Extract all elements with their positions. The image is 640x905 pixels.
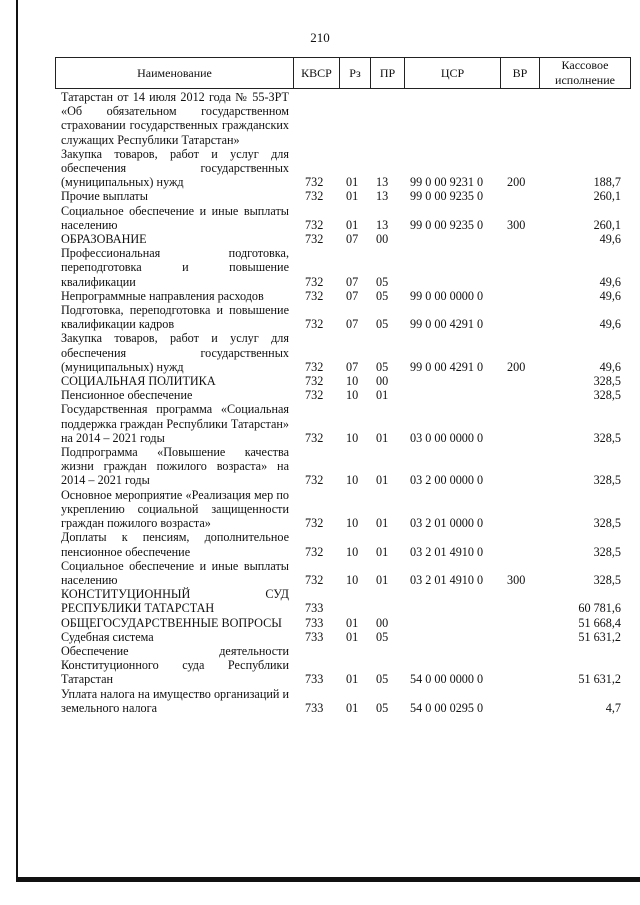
- row-name: Уплата налога на имущество организаций и земельного налога: [61, 686, 289, 715]
- row-rz: 10: [346, 388, 359, 403]
- table-row: [0, 232, 640, 246]
- row-kvsr: 732: [305, 175, 324, 190]
- table-row: [0, 246, 640, 289]
- row-pr: 01: [376, 516, 389, 531]
- row-kvsr: 733: [305, 615, 324, 630]
- row-rz: 10: [346, 374, 359, 389]
- row-rz: 10: [346, 430, 359, 445]
- row-csr: 99 0 00 9235 0: [410, 217, 484, 232]
- row-kvsr: 732: [305, 288, 324, 303]
- row-csr: 03 2 00 0000 0: [410, 473, 484, 488]
- row-pr: 01: [376, 430, 389, 445]
- table-body: [0, 90, 640, 715]
- scan-bottom-border: [16, 877, 640, 882]
- row-kvsr: 732: [305, 217, 324, 232]
- row-kvsr: 733: [305, 601, 324, 616]
- row-pr: 01: [376, 544, 389, 559]
- row-name: Судебная система: [61, 629, 154, 644]
- table-row: [0, 303, 640, 331]
- row-execution: 328,5: [593, 544, 621, 559]
- row-name: ОБРАЗОВАНИЕ: [61, 232, 147, 247]
- row-kvsr: 733: [305, 700, 324, 715]
- table-row: [0, 559, 640, 587]
- row-pr: 00: [376, 232, 389, 247]
- row-name: Социальное обеспечение и иные выплаты населению: [61, 558, 289, 587]
- row-kvsr: 732: [305, 572, 324, 587]
- header-vr: ВР: [501, 58, 540, 88]
- row-rz: 01: [346, 175, 359, 190]
- row-rz: 01: [346, 672, 359, 687]
- row-kvsr: 732: [305, 232, 324, 247]
- row-csr: 99 0 00 0000 0: [410, 288, 484, 303]
- row-pr: 05: [376, 317, 389, 332]
- row-pr: 05: [376, 359, 389, 374]
- row-rz: 07: [346, 232, 359, 247]
- row-name: Государственная программа «Социальная поддержка граждан Республики Татарстан» на 2014 – 2021 годы: [61, 402, 289, 445]
- table-row: [0, 630, 640, 644]
- row-execution: 328,5: [593, 473, 621, 488]
- row-name: Закупка товаров, работ и услуг для обеспечения государственных (муниципальных) нужд: [61, 331, 289, 374]
- row-name: Закупка товаров, работ и услуг для обеспечения государственных (муниципальных) нужд: [61, 146, 289, 190]
- table-row: [0, 147, 640, 190]
- row-execution: 328,5: [593, 374, 621, 389]
- header-execution: Кассовое исполнение: [555, 58, 615, 87]
- row-name: Пенсионное обеспечение: [61, 388, 193, 403]
- row-execution: 49,6: [599, 317, 621, 332]
- row-kvsr: 733: [305, 629, 324, 644]
- row-csr: 03 0 00 0000 0: [410, 430, 484, 445]
- row-vr: 300: [507, 572, 526, 587]
- row-pr: 05: [376, 629, 389, 644]
- row-kvsr: 732: [305, 189, 324, 204]
- row-csr: 03 2 01 4910 0: [410, 544, 484, 559]
- row-rz: 01: [346, 629, 359, 644]
- row-execution: 188,7: [593, 175, 621, 190]
- table-row: [0, 530, 640, 558]
- row-name: Обеспечение деятельности Конституционного суда Республики Татарстан: [61, 643, 289, 687]
- header-csr: ЦСР: [405, 58, 501, 88]
- row-name: Татарстан от 14 июля 2012 года № 55-ЗРТ «Об обязательном государственном страховании государственных гражданских служащих Республики Татарстан»: [61, 90, 289, 147]
- row-execution: 328,5: [593, 430, 621, 445]
- row-name: Основное мероприятие «Реализация мер по укреплению социальной защищенности граждан пожилого возраста»: [61, 487, 289, 531]
- row-execution: 260,1: [593, 217, 621, 232]
- row-vr: 300: [507, 217, 526, 232]
- row-execution: 328,5: [593, 572, 621, 587]
- row-execution: 49,6: [599, 274, 621, 289]
- row-rz: 01: [346, 217, 359, 232]
- table-row: [0, 687, 640, 715]
- row-pr: 13: [376, 189, 389, 204]
- row-rz: 01: [346, 700, 359, 715]
- row-pr: 13: [376, 217, 389, 232]
- row-rz: 07: [346, 288, 359, 303]
- table-row: [0, 445, 640, 488]
- row-name: Прочие выплаты: [61, 189, 148, 204]
- row-csr: 99 0 00 9235 0: [410, 189, 484, 204]
- row-name: Подпрограмма «Повышение качества жизни граждан пожилого возраста» на 2014 – 2021 годы: [61, 445, 289, 488]
- row-vr: 200: [507, 359, 526, 374]
- row-name: КОНСТИТУЦИОННЫЙ СУД РЕСПУБЛИКИ ТАТАРСТАН: [61, 587, 289, 616]
- table-row: [0, 644, 640, 687]
- table-row: [0, 90, 640, 147]
- header-kvsr: КВСР: [294, 58, 340, 88]
- row-rz: 01: [346, 615, 359, 630]
- header-name: Наименование: [56, 58, 294, 88]
- row-execution: 328,5: [593, 388, 621, 403]
- row-pr: 01: [376, 388, 389, 403]
- row-pr: 05: [376, 672, 389, 687]
- row-execution: 49,6: [599, 232, 621, 247]
- row-pr: 05: [376, 288, 389, 303]
- header-rz: Рз: [340, 58, 371, 88]
- row-csr: 03 2 01 0000 0: [410, 516, 484, 531]
- row-kvsr: 733: [305, 672, 324, 687]
- row-kvsr: 732: [305, 544, 324, 559]
- row-name: Профессиональная подготовка, переподготовка и повышение квалификации: [61, 246, 289, 289]
- table-row: [0, 204, 640, 232]
- row-name: Непрограммные направления расходов: [61, 288, 264, 303]
- row-kvsr: 732: [305, 359, 324, 374]
- table-row: [0, 374, 640, 388]
- row-csr: 03 2 01 4910 0: [410, 572, 484, 587]
- row-kvsr: 732: [305, 274, 324, 289]
- row-name: Доплаты к пенсиям, дополнительное пенсионное обеспечение: [61, 530, 289, 559]
- row-kvsr: 732: [305, 374, 324, 389]
- header-pr: ПР: [371, 58, 405, 88]
- page-number: 210: [310, 30, 330, 45]
- row-csr: 54 0 00 0000 0: [410, 672, 484, 687]
- row-csr: 99 0 00 4291 0: [410, 359, 484, 374]
- row-rz: 10: [346, 516, 359, 531]
- row-rz: 07: [346, 359, 359, 374]
- row-name: Подготовка, переподготовка и повышение квалификации кадров: [61, 303, 289, 332]
- row-pr: 05: [376, 274, 389, 289]
- table-row: [0, 402, 640, 445]
- row-execution: 51 631,2: [578, 629, 621, 644]
- row-rz: 10: [346, 572, 359, 587]
- row-execution: 51 668,4: [578, 615, 621, 630]
- row-pr: 01: [376, 473, 389, 488]
- table-row: [0, 289, 640, 303]
- row-csr: 54 0 00 0295 0: [410, 700, 484, 715]
- row-csr: 99 0 00 9231 0: [410, 175, 484, 190]
- table-row: [0, 189, 640, 203]
- row-name: ОБЩЕГОСУДАРСТВЕННЫЕ ВОПРОСЫ: [61, 615, 282, 630]
- row-rz: 01: [346, 189, 359, 204]
- row-kvsr: 732: [305, 317, 324, 332]
- row-csr: 99 0 00 4291 0: [410, 317, 484, 332]
- table-row: [0, 331, 640, 374]
- row-rz: 10: [346, 473, 359, 488]
- row-pr: 00: [376, 615, 389, 630]
- row-execution: 260,1: [593, 189, 621, 204]
- row-execution: 51 631,2: [578, 672, 621, 687]
- row-rz: 07: [346, 274, 359, 289]
- table-row: [0, 488, 640, 531]
- row-execution: 60 781,6: [578, 601, 621, 616]
- row-execution: 4,7: [605, 700, 621, 715]
- row-kvsr: 732: [305, 388, 324, 403]
- row-name: СОЦИАЛЬНАЯ ПОЛИТИКА: [61, 374, 216, 389]
- row-execution: 49,6: [599, 288, 621, 303]
- table-header: [55, 57, 631, 89]
- row-rz: 07: [346, 317, 359, 332]
- row-kvsr: 732: [305, 473, 324, 488]
- row-pr: 05: [376, 700, 389, 715]
- row-execution: 49,6: [599, 359, 621, 374]
- row-execution: 328,5: [593, 516, 621, 531]
- row-pr: 13: [376, 175, 389, 190]
- row-kvsr: 732: [305, 430, 324, 445]
- row-pr: 01: [376, 572, 389, 587]
- row-kvsr: 732: [305, 516, 324, 531]
- row-rz: 10: [346, 544, 359, 559]
- row-vr: 200: [507, 175, 526, 190]
- row-name: Социальное обеспечение и иные выплаты населению: [61, 203, 289, 232]
- table-row: [0, 388, 640, 402]
- table-row: [0, 616, 640, 630]
- row-pr: 00: [376, 374, 389, 389]
- table-row: [0, 587, 640, 615]
